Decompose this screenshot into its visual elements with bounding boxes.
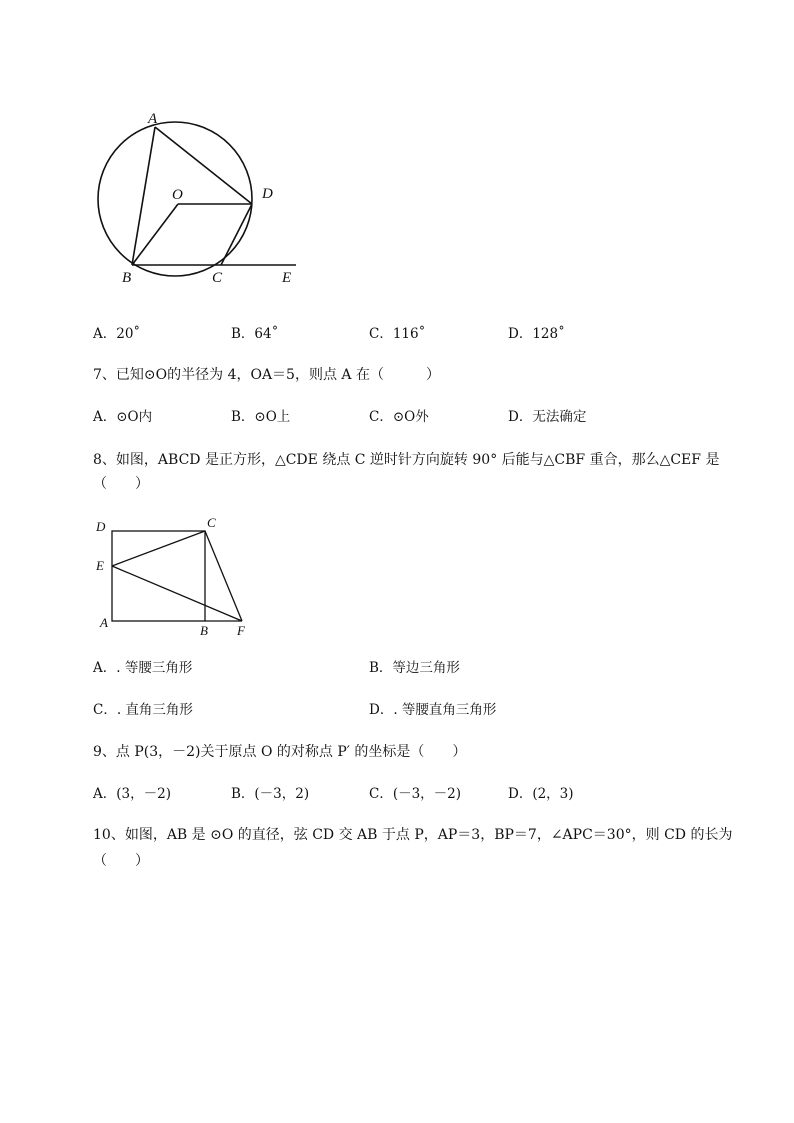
q6-segment-ab (132, 127, 155, 265)
q7-option-d[interactable]: D．无法确定 (508, 409, 587, 425)
q6-label-b: B (122, 270, 132, 286)
q8-label-c: C (207, 515, 216, 530)
q8-option-c[interactable]: C．. 直角三角形 (93, 702, 193, 718)
q6-option-d[interactable]: D．128˚ (508, 326, 565, 342)
q8-square-abcd (112, 531, 205, 621)
q10-stem-line1: 10、如图，AB 是 ⊙O 的直径，弦 CD 交 AB 于点 P，AP＝3，BP＝7，∠APC＝30°，则 CD 的长为 (93, 827, 733, 843)
q8-option-a[interactable]: A．. 等腰三角形 (93, 660, 193, 676)
q6-option-a[interactable]: A．20˚ (93, 326, 141, 342)
q6-figure (88, 104, 318, 294)
q9-stem: 9、点 P(3，－2)关于原点 O 的对称点 P′ 的坐标是（ ） (93, 744, 467, 760)
q10-stem-line2: （ ） (93, 853, 149, 869)
q9-option-a[interactable]: A．(3，－2) (93, 786, 171, 802)
q9-option-d[interactable]: D．(2，3) (508, 786, 574, 802)
q8-label-b: B (200, 623, 208, 638)
q6-segment-ob (132, 204, 178, 265)
q8-figure (92, 512, 262, 642)
q6-label-e: E (282, 270, 292, 286)
q6-option-c[interactable]: C．116˚ (369, 326, 426, 342)
q8-label-d: D (96, 519, 106, 534)
q6-segment-ad (155, 127, 252, 204)
q8-segment-ec (112, 531, 205, 566)
q8-stem-line1: 8、如图，ABCD 是正方形，△CDE 绕点 C 逆时针方向旋转 90° 后能与△CBF 重合，那么△CEF 是 (93, 452, 720, 468)
q8-label-f: F (237, 623, 245, 638)
q8-stem-line2: （ ） (93, 476, 149, 492)
q7-option-a[interactable]: A．⊙O内 (93, 409, 153, 425)
q7-stem: 7、已知⊙O的半径为 4，OA＝5，则点 A 在（ ） (93, 367, 440, 383)
q6-label-d: D (262, 186, 273, 202)
q7-option-b[interactable]: B．⊙O上 (231, 409, 291, 425)
q6-option-b[interactable]: B．64˚ (231, 326, 279, 342)
q8-option-b[interactable]: B．等边三角形 (369, 660, 460, 676)
q8-option-d[interactable]: D．. 等腰直角三角形 (369, 702, 497, 718)
q8-label-a: A (100, 615, 108, 630)
q6-label-o: O (172, 187, 183, 203)
q6-segment-cd (221, 204, 252, 265)
q9-option-b[interactable]: B．(－3，2) (231, 786, 310, 802)
q6-label-a: A (148, 111, 158, 127)
q6-label-c: C (212, 270, 223, 286)
q9-option-c[interactable]: C．(－3，－2) (369, 786, 462, 802)
q7-option-c[interactable]: C．⊙O外 (369, 409, 429, 425)
q8-label-e: E (96, 558, 104, 573)
